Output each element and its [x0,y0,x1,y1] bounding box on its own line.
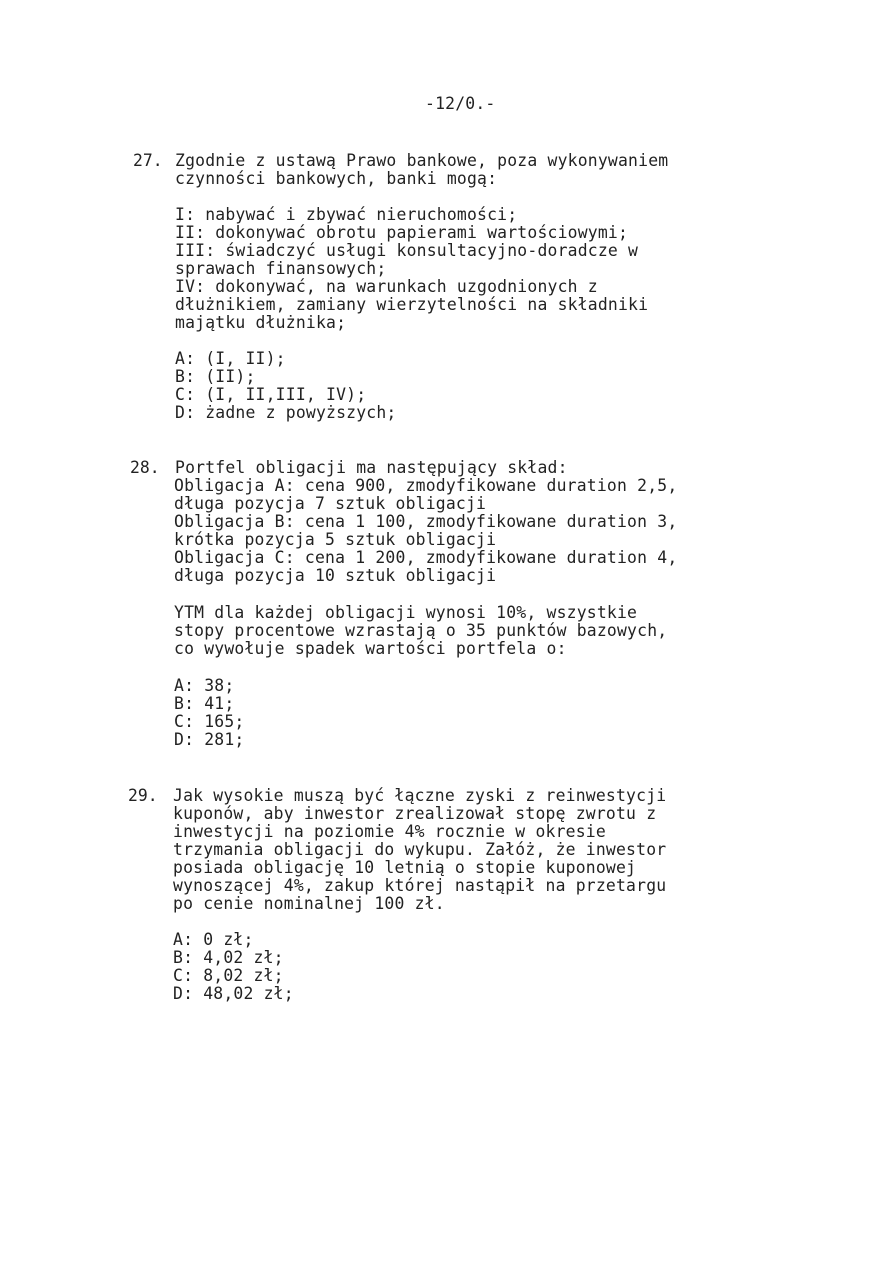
question-28-stem-line: długa pozycja 10 sztuk obligacji [174,566,497,585]
question-29-stem-line: wynoszącej 4%, zakup której nastąpił na przetargu [173,876,667,895]
question-29-stem-line: inwestycji na poziomie 4% rocznie w okresie [173,822,606,841]
question-27-item: II: dokonywać obrotu papierami wartościowymi; [175,223,629,242]
question-number-29: 29. [128,786,158,805]
question-28-answer-a: A: 38; [174,676,235,695]
question-29-stem-line: Jak wysokie muszą być łączne zyski z reinwestycji [173,786,667,805]
question-27-item: III: świadczyć usługi konsultacyjno-doradcze w [175,241,639,260]
question-28-stem-line: Obligacja B: cena 1 100, zmodyfikowane duration 3, [174,512,678,531]
question-28-answer-b: B: 41; [174,694,235,713]
question-27-item: dłużnikiem, zamiany wierzytelności na składniki [175,295,649,314]
question-27-stem-line: czynności bankowych, banki mogą: [175,169,498,188]
question-28-stem-line: Portfel obligacji ma następujący skład: [175,458,568,477]
question-27-answer-b: B: (II); [175,367,256,386]
question-29-stem-line: kuponów, aby inwestor zrealizował stopę zwrotu z [173,804,657,823]
question-28-item: co wywołuje spadek wartości portfela o: [174,639,567,658]
question-27-answer-c: C: (I, II,III, IV); [175,385,367,404]
question-29-stem-line: trzymania obligacji do wykupu. Załóż, że inwestor [173,840,667,859]
question-28-stem-line: długa pozycja 7 sztuk obligacji [174,494,487,513]
question-27-answer-d: D: żadne z powyższych; [175,403,397,422]
question-28-item: YTM dla każdej obligacji wynosi 10%, wszystkie [174,603,638,622]
question-28-stem-line: Obligacja A: cena 900, zmodyfikowane duration 2,5, [174,476,678,495]
question-27-item: I: nabywać i zbywać nieruchomości; [175,205,518,224]
question-29-answer-b: B: 4,02 zł; [173,948,284,967]
question-27-answer-a: A: (I, II); [175,349,286,368]
question-28-stem-line: Obligacja C: cena 1 200, zmodyfikowane duration 4, [174,548,678,567]
question-number-27: 27. [133,151,163,170]
question-27-item: majątku dłużnika; [175,313,347,332]
question-29-stem-line: po cenie nominalnej 100 zł. [173,894,445,913]
question-29-answer-c: C: 8,02 zł; [173,966,284,985]
question-29-stem-line: posiada obligację 10 letnią o stopie kuponowej [173,858,637,877]
page-number: -12/0.- [425,94,496,113]
question-28-answer-c: C: 165; [174,712,245,731]
question-27-item: IV: dokonywać, na warunkach uzgodnionych z [175,277,598,296]
question-28-stem-line: krótka pozycja 5 sztuk obligacji [174,530,497,549]
question-27-item: sprawach finansowych; [175,259,387,278]
question-27-stem-line: Zgodnie z ustawą Prawo bankowe, poza wykonywaniem [175,151,669,170]
question-number-28: 28. [130,458,160,477]
question-29-answer-d: D: 48,02 zł; [173,984,294,1003]
question-28-answer-d: D: 281; [174,730,245,749]
question-28-item: stopy procentowe wzrastają o 35 punktów bazowych, [174,621,668,640]
question-29-answer-a: A: 0 zł; [173,930,254,949]
